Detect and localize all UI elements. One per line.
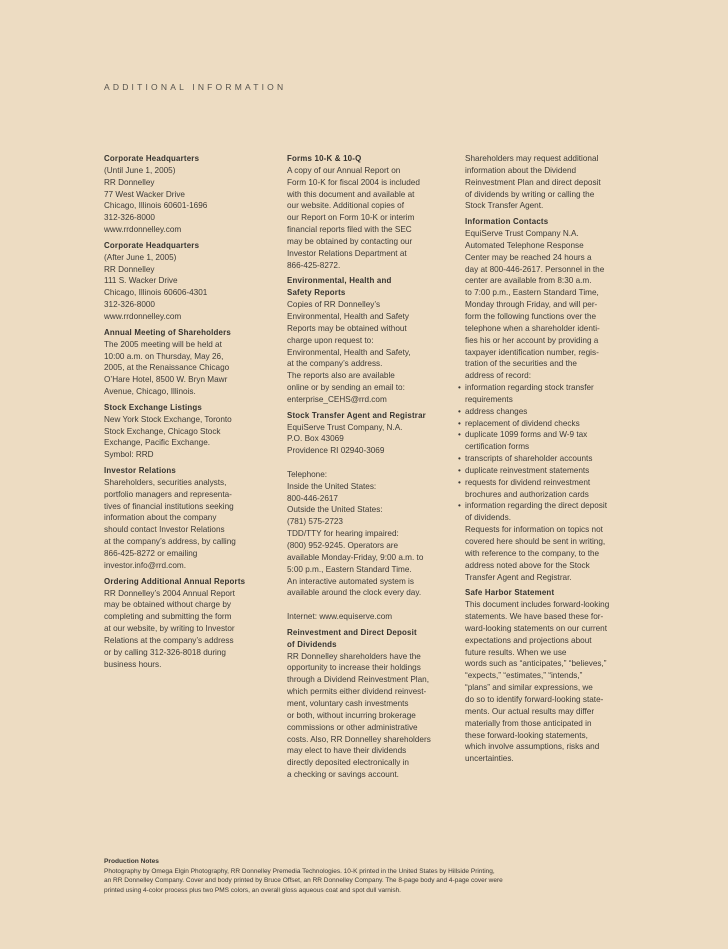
section-col2-0 — [287, 153, 459, 271]
text-line: these forward-looking statements, — [465, 730, 588, 740]
section-text-line: or both, without incurring brokerage — [287, 710, 416, 720]
section-text-line: Reports may be obtained without — [287, 323, 407, 333]
text-line: address changes — [465, 406, 528, 416]
text-line: Automated Telephone Response — [465, 240, 584, 250]
section-text-line: 2005, at the Renaissance Chicago — [104, 363, 230, 373]
section-text-line: Environmental, Health and Safety — [287, 311, 409, 321]
text-line: center are available from 8:30 a.m. — [465, 276, 592, 286]
section-text-line: RR Donnelley’s 2004 Annual Report — [104, 588, 235, 598]
bullet-icon: • — [458, 430, 461, 440]
safe-harbor-statement — [465, 587, 640, 765]
section-col2-3 — [287, 627, 459, 781]
section-text-line: Form 10-K for fiscal 2004 is included — [287, 177, 420, 187]
section-text-line: commissions or other administrative — [287, 722, 418, 732]
text-line: Reinvestment Plan and direct deposit — [465, 177, 601, 187]
section-text-line: Chicago, Illinois 60606-4301 — [104, 288, 208, 298]
text-line: information regarding stock transfer — [465, 383, 594, 393]
section-text-line: should contact Investor Relations — [104, 525, 225, 535]
section-text-line: A copy of our Annual Report on — [287, 165, 401, 175]
section-text-line: RR Donnelley — [104, 264, 155, 274]
section-text-line: www.rrdonnelley.com — [104, 311, 182, 321]
section-text-line: 111 S. Wacker Drive — [104, 276, 178, 286]
section-text-line: TDD/TTY for hearing impaired: — [287, 529, 399, 539]
text-line: replacement of dividend checks — [465, 418, 580, 428]
section-text-line: directly deposited electronically in — [287, 758, 409, 768]
section-text-line: our Report on Form 10-K or interim — [287, 213, 415, 223]
section-text-line: enterprise_CEHS@rrd.com — [287, 394, 387, 404]
section-col1-1 — [104, 240, 264, 323]
section-text-line: may be obtained by contacting our — [287, 236, 413, 246]
section-heading: Safe Harbor Statement — [465, 588, 555, 598]
text-line: materially from those anticipated in — [465, 718, 592, 728]
text-line: Monday through Friday, and will per- — [465, 300, 598, 310]
section-text-line: EquiServe Trust Company, N.A. — [287, 422, 403, 432]
section-text-line: Inside the United States: — [287, 481, 377, 491]
text-line: brochures and authorization cards — [465, 489, 589, 499]
section-heading: Information Contacts — [465, 217, 549, 227]
bullet-icon: • — [458, 406, 461, 416]
section-text-line: Stock Exchange, Chicago Stock — [104, 426, 221, 436]
section-heading: Safety Reports — [287, 288, 346, 298]
section-text-line: Chicago, Illinois 60601-1696 — [104, 201, 208, 211]
bullet-icon: • — [458, 454, 461, 464]
section-text-line: opportunity to increase their holdings — [287, 663, 421, 673]
text-line: certification forms — [465, 442, 530, 452]
text-line: Stock Transfer Agent. — [465, 201, 544, 211]
service-list-item — [458, 429, 640, 453]
section-col1-4 — [104, 465, 264, 572]
section-text-line: The 2005 meeting will be held at — [104, 339, 222, 349]
section-heading: Corporate Headquarters — [104, 154, 200, 163]
text-line: do so to identify forward-looking state- — [465, 694, 604, 704]
text-line: fies his or her account by providing a — [465, 335, 599, 345]
section-text-line: RR Donnelley shareholders have the — [287, 651, 421, 661]
section-text-line: The reports also are available — [287, 371, 395, 381]
text-line: information about the Dividend — [465, 165, 577, 175]
section-text-line: available around the clock every day. — [287, 588, 422, 598]
text-line: of dividends by writing or calling the — [465, 189, 595, 199]
section-text-line: (781) 575-2723 — [287, 517, 343, 527]
section-text-line: (Until June 1, 2005) — [104, 165, 176, 175]
section-col1-5 — [104, 576, 264, 671]
text-line: of dividends. — [465, 513, 511, 523]
section-text-line: business hours. — [104, 659, 162, 669]
section-col1-3 — [104, 402, 264, 461]
text-line: tration of the securities and the — [465, 359, 577, 369]
section-text-line: (After June 1, 2005) — [104, 252, 177, 262]
text-line: requests for dividend reinvestment — [465, 477, 591, 487]
section-text-line: Exchange, Pacific Exchange. — [104, 438, 211, 448]
section-text-line: Internet: www.equiserve.com — [287, 612, 393, 622]
section-text-line: completing and submitting the form — [104, 612, 232, 622]
section-text-line: investor.info@rrd.com. — [104, 560, 187, 570]
section-text-line: or by calling 312-326-8018 during — [104, 647, 226, 657]
section-text-line: O’Hare Hotel, 8500 W. Bryn Mawr — [104, 375, 228, 385]
section-text-line: 5:00 p.m., Eastern Standard Time. — [287, 564, 412, 574]
column-3 — [458, 153, 640, 769]
text-line: transcripts of shareholder accounts — [465, 454, 593, 464]
section-text-line: a checking or savings account. — [287, 770, 399, 780]
section-heading: Annual Meeting of Shareholders — [104, 327, 232, 337]
section-col1-2 — [104, 327, 264, 398]
text-line: duplicate 1099 forms and W-9 tax — [465, 430, 588, 440]
service-list-item — [458, 418, 640, 430]
text-line: address noted above for the Stock — [465, 560, 590, 570]
section-text-line: financial reports filed with the SEC — [287, 225, 412, 235]
section-text-line: 866-425-8272. — [287, 260, 341, 270]
section-text-line: information about the company — [104, 513, 217, 523]
text-line: future results. When we use — [465, 647, 567, 657]
section-text-line: 312-326-8000 — [104, 300, 155, 310]
service-list — [458, 382, 640, 524]
section-text-line: through a Dividend Reinvestment Plan, — [287, 675, 429, 685]
section-text-line: 800-446-2617 — [287, 493, 338, 503]
section-text-line: Shareholders, securities analysts, — [104, 477, 227, 487]
service-list-item — [458, 477, 640, 501]
section-heading: Ordering Additional Annual Reports — [104, 576, 246, 586]
text-line: ments. Our actual results may differ — [465, 706, 595, 716]
text-line: expectations and projections about — [465, 635, 592, 645]
text-line: Requests for information on topics not — [465, 525, 603, 535]
section-text-line: may be obtained without charge by — [104, 600, 231, 610]
section-text-line: Investor Relations Department at — [287, 248, 407, 258]
dividend-request-text — [465, 153, 640, 212]
section-col2-1 — [287, 275, 459, 405]
page-heading: ADDITIONAL INFORMATION — [104, 82, 287, 92]
production-notes-line: printed using 4-color process plus two PMS colors, an overall gloss aqueous coat and spot dull varnish. — [104, 886, 401, 894]
text-line: telephone when a shareholder identi- — [465, 323, 600, 333]
text-line: information regarding the direct deposit — [465, 501, 607, 511]
section-heading: Forms 10-K & 10-Q — [287, 154, 362, 163]
production-notes-heading: Production Notes — [104, 858, 159, 865]
section-text-line: tives of financial institutions seeking — [104, 501, 234, 511]
section-text-line: at the company’s address. — [287, 359, 383, 369]
text-line: words such as “anticipates,” “believes,” — [465, 659, 607, 669]
section-text-line: Symbol: RRD — [104, 450, 154, 460]
section-text-line: Telephone: — [287, 469, 328, 479]
section-text-line: (800) 952-9245. Operators are — [287, 541, 399, 550]
bullet-icon: • — [458, 501, 461, 511]
section-col2-2 — [287, 410, 459, 623]
text-line: Transfer Agent and Registrar. — [465, 572, 572, 582]
section-text-line: our website. Additional copies of — [287, 201, 404, 211]
column-2 — [287, 153, 459, 785]
information-contacts — [458, 216, 640, 583]
text-line: with reference to the company, to the — [465, 548, 600, 558]
section-heading: Stock Exchange Listings — [104, 402, 202, 412]
section-text-line: Avenue, Chicago, Illinois. — [104, 387, 196, 397]
section-text-line: at the company’s address, by calling — [104, 537, 236, 547]
section-heading: Investor Relations — [104, 466, 177, 476]
section-text-line: Environmental, Health and Safety, — [287, 347, 411, 357]
text-line: Shareholders may request additional — [465, 154, 599, 163]
text-line: uncertainties. — [465, 754, 514, 764]
section-heading: Environmental, Health and — [287, 276, 392, 286]
section-text-line: which permits either dividend reinvest- — [287, 687, 427, 697]
section-text-line: An interactive automated system is — [287, 576, 414, 586]
service-list-item — [458, 500, 640, 524]
bullet-icon: • — [458, 477, 461, 487]
production-notes — [104, 857, 664, 895]
section-text-line: 10:00 a.m. on Thursday, May 26, — [104, 351, 224, 361]
text-line: This document includes forward-looking — [465, 600, 610, 610]
section-text-line: Copies of RR Donnelley’s — [287, 300, 381, 310]
section-text-line: 77 West Wacker Drive — [104, 189, 185, 199]
service-list-item — [458, 406, 640, 418]
bullet-icon: • — [458, 465, 461, 475]
section-text-line: available Monday-Friday, 9:00 a.m. to — [287, 552, 424, 562]
text-line: ward-looking statements on our current — [465, 623, 607, 633]
section-text-line: www.rrdonnelley.com — [104, 225, 182, 235]
service-list-item — [458, 382, 640, 406]
service-list-item — [458, 465, 640, 477]
bullet-icon: • — [458, 383, 461, 393]
section-text-line: 312-326-8000 — [104, 213, 155, 223]
section-text-line: may elect to have their dividends — [287, 746, 407, 756]
section-text-line: ment, voluntary cash investments — [287, 698, 409, 708]
text-line: duplicate reinvestment statements — [465, 465, 590, 475]
text-line: statements. We have based these for- — [465, 612, 604, 622]
text-line: form the following functions over the — [465, 311, 597, 321]
text-line: “plans” and similar expressions, we — [465, 683, 593, 693]
text-line: EquiServe Trust Company N.A. — [465, 229, 579, 239]
section-text-line: RR Donnelley — [104, 177, 155, 187]
bullet-icon: • — [458, 418, 461, 428]
section-text-line: Outside the United States: — [287, 505, 383, 515]
section-heading: Stock Transfer Agent and Registrar — [287, 410, 426, 420]
section-text-line — [287, 457, 459, 469]
text-line: address of record: — [465, 371, 531, 381]
section-col1-0 — [104, 153, 264, 236]
section-text-line: at our website, by writing to Investor — [104, 624, 235, 634]
section-text-line: Relations at the company’s address — [104, 635, 234, 645]
text-line: to 7:00 p.m., Eastern Standard Time, — [465, 288, 599, 298]
text-line: covered here should be sent in writing, — [465, 537, 606, 546]
section-text-line: Providence RI 02940-3069 — [287, 446, 385, 456]
production-notes-line: Photography by Omega Elgin Photography, RR Donnelley Premedia Technologies. 10-K printed in the United States by Hillside Printing, — [104, 867, 495, 875]
text-line: requirements — [465, 394, 513, 404]
text-line: Center may be reached 24 hours a — [465, 252, 592, 262]
section-text-line: with this document and available at — [287, 189, 415, 199]
text-line: day at 800-446-2617. Personnel in the — [465, 264, 605, 274]
section-text-line: online or by sending an email to: — [287, 383, 405, 393]
section-heading: of Dividends — [287, 639, 337, 649]
section-text-line: charge upon request to: — [287, 335, 374, 345]
service-list-item — [458, 453, 640, 465]
text-line: taxpayer identification number, regis- — [465, 347, 599, 357]
section-text-line: portfolio managers and representa- — [104, 489, 232, 499]
section-text-line: New York Stock Exchange, Toronto — [104, 414, 232, 424]
section-text-line: costs. Also, RR Donnelley shareholders — [287, 734, 431, 744]
text-line: which involve assumptions, risks and — [465, 742, 600, 752]
text-line: “expects,” “estimates,” “intends,” — [465, 671, 583, 681]
section-heading: Reinvestment and Direct Deposit — [287, 627, 417, 637]
section-text-line — [287, 599, 459, 611]
section-text-line: P.O. Box 43069 — [287, 434, 344, 444]
column-1 — [104, 153, 264, 674]
section-text-line: 866-425-8272 or emailing — [104, 549, 198, 558]
production-notes-line: an RR Donnelley Company. Cover and body printed by Bruce Offset, an RR Donnelley Company. The 8-page body and 4-page cover were — [104, 877, 503, 884]
section-heading: Corporate Headquarters — [104, 240, 200, 250]
